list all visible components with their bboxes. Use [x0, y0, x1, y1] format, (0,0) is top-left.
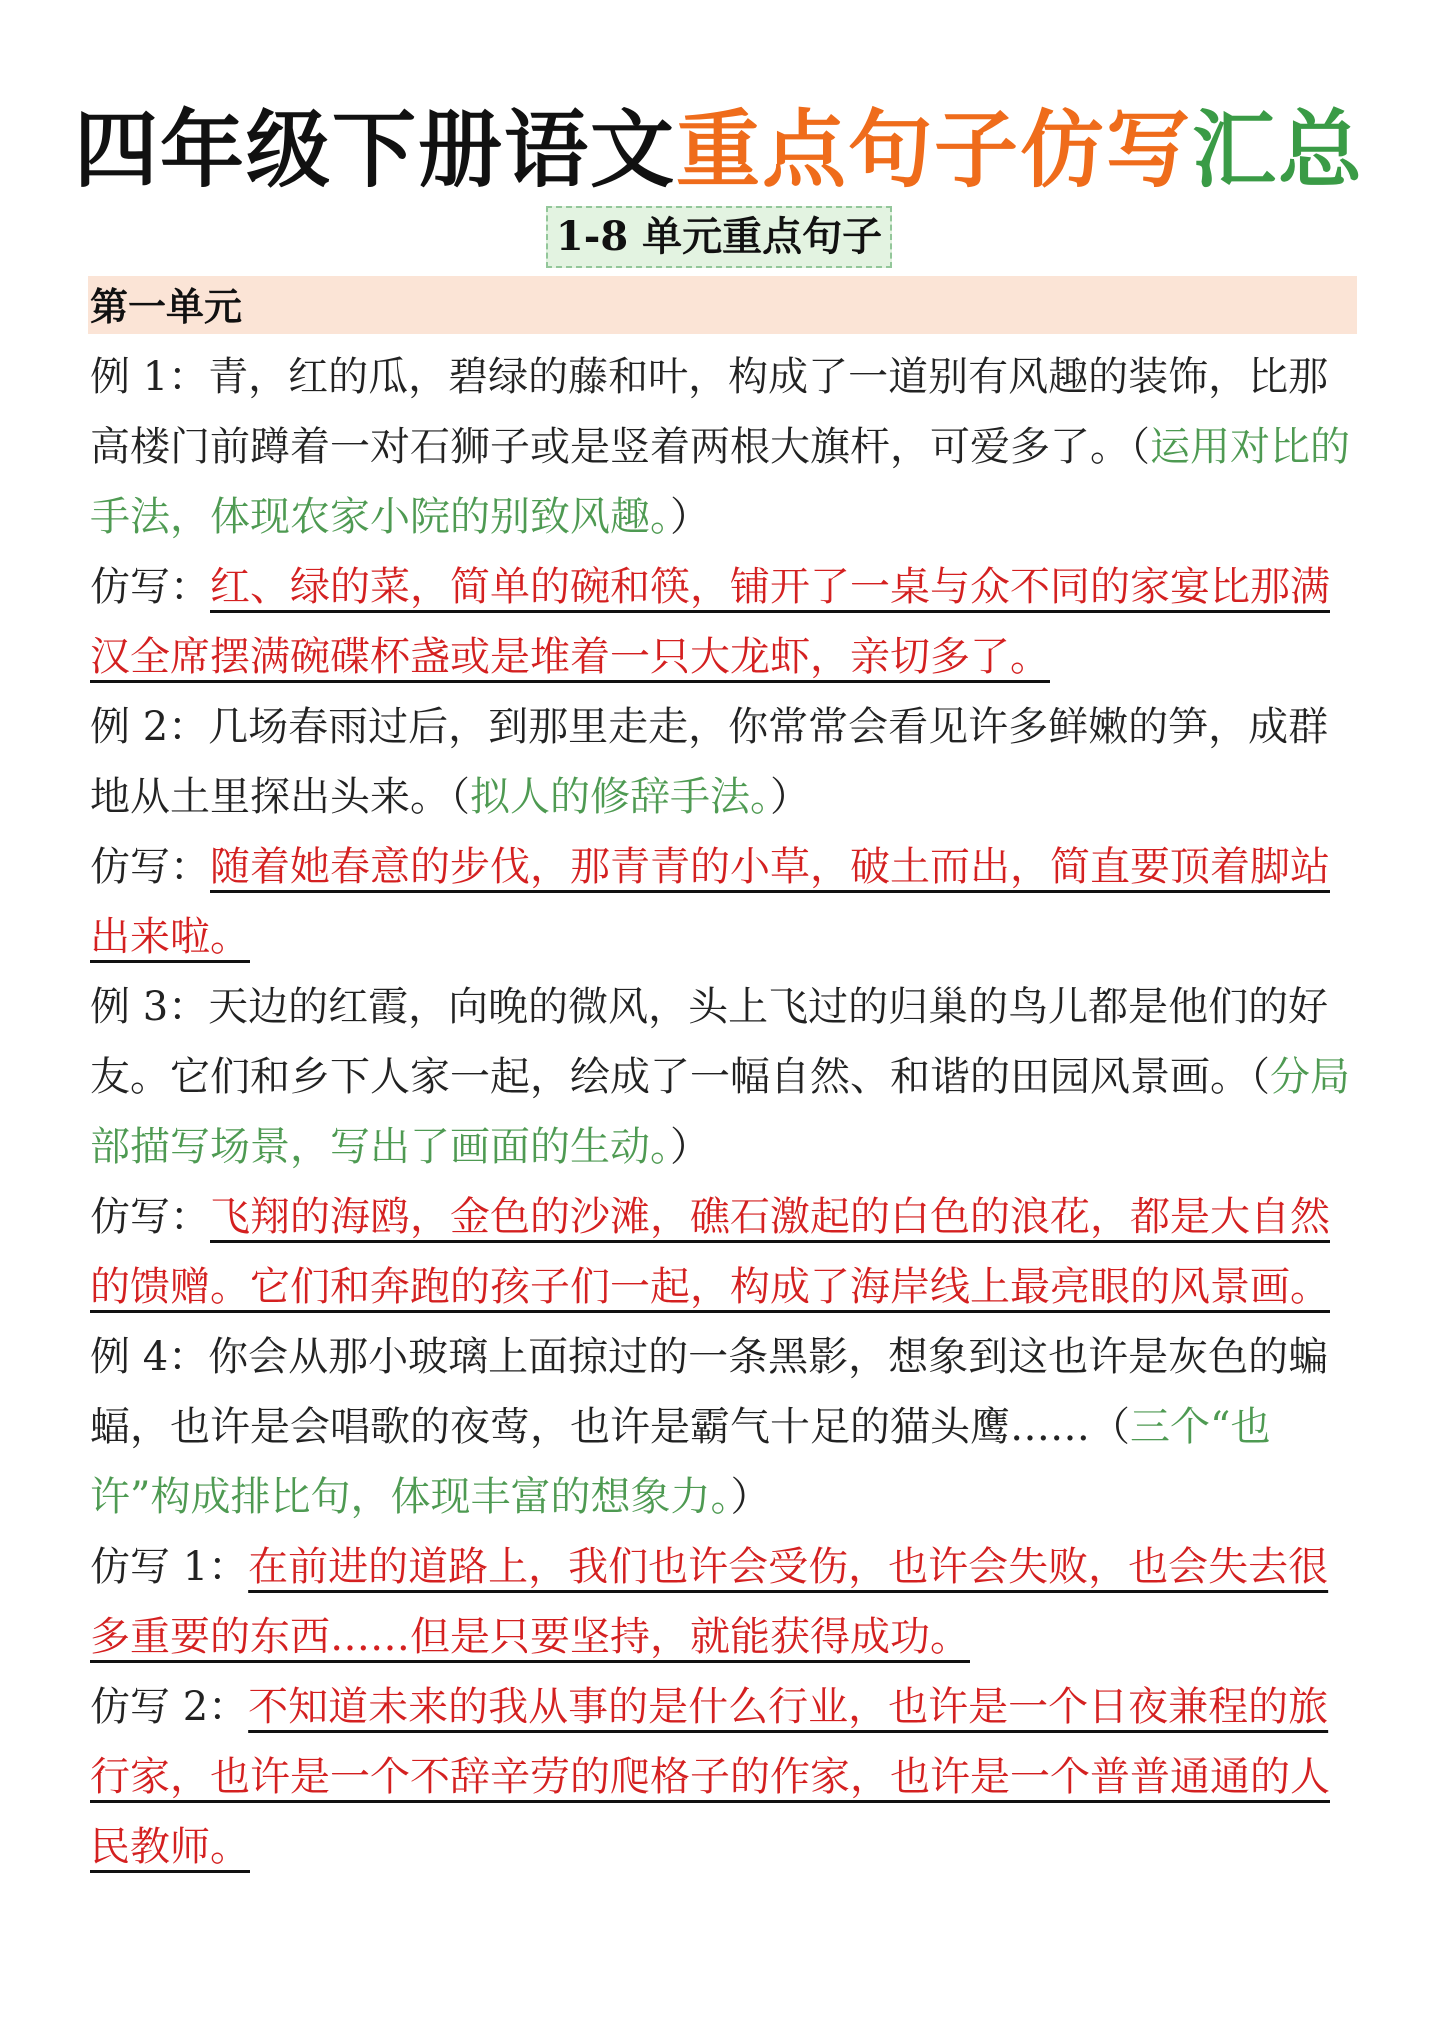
paren-open: （ — [1090, 1404, 1130, 1450]
imitation-text: 随着她春意的步伐，那青青的小草，破土而出，简直要顶着脚站出来啦。 — [90, 844, 1330, 960]
example-note: 三个“也许”构成排比句，体现丰富的想象力。 — [90, 1404, 1271, 1520]
title-part-orange: 重点句子仿写 — [675, 101, 1192, 199]
example-1 — [90, 342, 1358, 552]
example-text: 青，红的瓜，碧绿的藤和叶，构成了一道别有风趣的装饰，比那高楼门前蹲着一对石狮子或是竖着两根大旗杆，可爱多了。 — [90, 354, 1329, 470]
example-note: 运用对比的手法，体现农家小院的别致风趣。 — [90, 424, 1350, 540]
paren-open: （ — [450, 774, 470, 820]
example-label: 例 1： — [90, 354, 209, 400]
imitation-1 — [90, 552, 1358, 692]
example-text: 你会从那小玻璃上面掠过的一条黑影，想象到这也许是灰色的蝙蝠，也许是会唱歌的夜莺，也许是霸气十足的猫头鹰…… — [90, 1334, 1329, 1450]
imitation-text: 红、绿的菜，简单的碗和筷，铺开了一桌与众不同的家宴比那满汉全席摆满碗碟杯盏或是堆着一只大龙虾，亲切多了。 — [90, 564, 1330, 680]
example-note: 分局部描写场景，写出了画面的生动。 — [90, 1054, 1350, 1170]
paren-open: （ — [1250, 1054, 1270, 1100]
example-label: 例 4： — [90, 1334, 209, 1380]
imitation-text: 不知道未来的我从事的是什么行业，也许是一个日夜兼程的旅行家，也许是一个不辞辛劳的爬格子的作家，也许是一个普普通通的人民教师。 — [90, 1684, 1330, 1870]
example-text: 天边的红霞，向晚的微风，头上飞过的归巢的鸟儿都是他们的好友。它们和乡下人家一起，绘成了一幅自然、和谐的田园风景画。 — [90, 984, 1329, 1100]
imitation-label: 仿写： — [90, 1194, 210, 1240]
subtitle-badge: 1-8 单元重点句子 — [546, 206, 892, 268]
example-4 — [90, 1322, 1358, 1532]
paren-close: ） — [730, 1474, 771, 1520]
imitation-3 — [90, 1182, 1358, 1322]
paren-close: ） — [670, 494, 710, 540]
paren-open: （ — [1130, 424, 1150, 470]
example-3 — [90, 972, 1358, 1182]
imitation-label: 仿写 1： — [90, 1544, 249, 1590]
imitation-4-1 — [90, 1532, 1358, 1672]
paren-close: ） — [670, 1124, 710, 1170]
title-part-black: 四年级下册语文 — [73, 101, 676, 199]
imitation-4-2 — [90, 1672, 1358, 1882]
example-text: 几场春雨过后，到那里走走，你常常会看见许多鲜嫩的笋，成群地从土里探出头来。 — [90, 704, 1329, 820]
imitation-label: 仿写： — [90, 564, 210, 610]
content — [90, 342, 1358, 1882]
imitation-text: 在前进的道路上，我们也许会受伤，也许会失败，也会失去很多重要的东西……但是只要坚持，就能获得成功。 — [90, 1544, 1329, 1660]
example-label: 例 2： — [90, 704, 209, 750]
title-part-green: 汇总 — [1192, 101, 1365, 199]
imitation-label: 仿写 2： — [90, 1684, 249, 1730]
imitation-2 — [90, 832, 1358, 972]
example-note: 拟人的修辞手法。 — [470, 774, 770, 820]
example-label: 例 3： — [90, 984, 209, 1030]
section-heading: 第一单元 — [88, 276, 1357, 334]
paren-close: ） — [770, 774, 810, 820]
imitation-label: 仿写： — [90, 844, 210, 890]
imitation-text: 飞翔的海鸥，金色的沙滩，礁石激起的白色的浪花，都是大自然的馈赠。它们和奔跑的孩子们一起，构成了海岸线上最亮眼的风景画。 — [90, 1194, 1330, 1310]
subtitle-wrap — [0, 206, 1438, 268]
page-title — [0, 95, 1438, 205]
example-2 — [90, 692, 1358, 832]
